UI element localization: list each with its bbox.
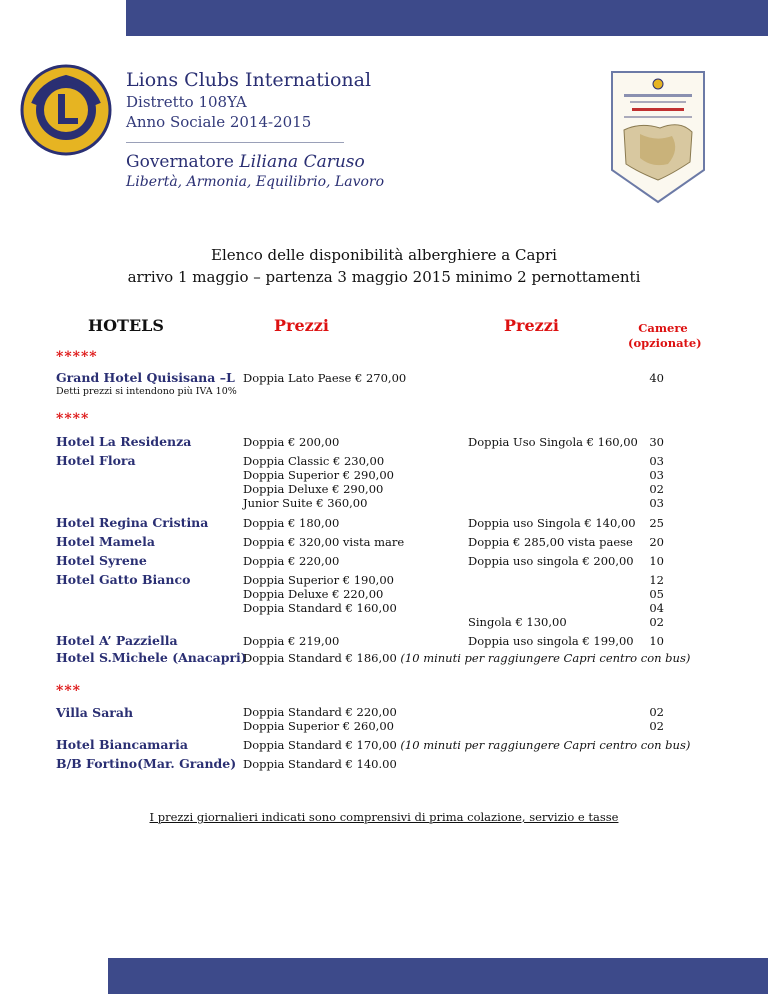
price-line: Doppia Superior € 190,00 [243,573,394,587]
price-line: Doppia € 320,00 vista mare [243,535,405,549]
social-year: Anno Sociale 2014-2015 [126,113,312,131]
price-line-alt: Singola € 130,00 [468,615,567,629]
price-line: Doppia Superior € 290,00 [243,468,394,482]
rooms-count: 03 [649,496,664,510]
column-header-hotels: HOTELS [88,316,164,335]
price-line: Doppia Superior € 260,00 [243,719,394,733]
price-line-alt: Doppia € 285,00 vista paese [468,535,633,549]
title-line-2: arrivo 1 maggio – partenza 3 maggio 2015 minimo 2 pernottamenti [127,268,641,286]
rooms-list [634,454,664,510]
price-line-alt: Doppia Uso Singola € 160,00 [468,435,638,449]
hotel-name: B/B Fortino(Mar. Grande) [56,756,237,771]
top-color-bar [126,0,768,36]
bus-note: (10 minuti per raggiungere Capri centro con bus) [400,738,691,752]
column-header-prices-2: Prezzi [504,316,559,335]
rooms-count: 03 [649,454,664,468]
rooms-count: 02 [649,705,664,719]
governor [126,151,384,173]
hotel-name: Grand Hotel Quisisana –L [56,370,235,385]
rooms-list [634,573,664,629]
price-line-alt: Doppia uso singola € 200,00 [468,554,634,568]
document-title [0,244,768,288]
price-line: Doppia Deluxe € 290,00 [243,482,384,496]
price-line: Junior Suite € 360,00 [243,496,368,510]
hotel-name: Hotel A’ Pazziella [56,633,178,648]
column-header-rooms [628,321,702,351]
rooms-count: 10 [649,634,664,648]
rooms-count: 03 [649,468,664,482]
bus-note: (10 minuti per raggiungere Capri centro con bus) [400,651,691,665]
hotel-name: Hotel Regina Cristina [56,515,209,530]
title-line-1: Elenco delle disponibilità alberghiere a Capri [211,246,557,264]
org-name: Lions Clubs International [126,69,372,91]
rooms-count: 05 [649,587,664,601]
footer-note: I prezzi giornalieri indicati sono comprensivi di prima colazione, servizio e tasse [149,810,619,824]
rooms-header-line-2: (opzionate) [628,336,702,350]
category-five-stars: ***** [56,349,98,365]
district-pennant-icon [610,70,706,204]
price-line-with-note [243,738,690,752]
hotel-name: Hotel Flora [56,453,136,468]
organization-header [126,68,384,191]
rooms-count: 40 [649,371,664,385]
rooms-count: 12 [649,573,664,587]
rooms-count: 04 [649,601,664,615]
hotel-name: Hotel Mamela [56,534,155,549]
price-line: Doppia € 220,00 [243,554,340,568]
price-list [243,454,394,510]
price-line-alt: Doppia uso singola € 199,00 [468,634,634,648]
hotel-name: Hotel S.Michele (Anacapri) [56,650,247,665]
rooms-count: 02 [649,719,664,733]
price-line: Doppia Deluxe € 220,00 [243,587,384,601]
price-line: Doppia € 180,00 [243,516,340,530]
price-list [243,705,397,733]
price-line: Doppia Standard € 170,00 [243,738,397,752]
price-list [243,573,397,615]
price-line: Doppia € 200,00 [243,435,340,449]
price-line: Doppia Standard € 160,00 [243,601,397,615]
hotel-name: Hotel Biancamaria [56,737,188,752]
price-line: Doppia Lato Paese € 270,00 [243,371,407,385]
column-header-prices-1: Prezzi [274,316,329,335]
category-four-stars: **** [56,411,90,427]
hotel-name: Hotel Gatto Bianco [56,572,191,587]
governor-name: Liliana Caruso [239,152,365,172]
governor-prefix: Governatore [126,152,234,172]
price-line: Doppia Standard € 220,00 [243,705,397,719]
price-line: Doppia Classic € 230,00 [243,454,385,468]
rooms-count: 10 [649,554,664,568]
rooms-count: 30 [649,435,664,449]
rooms-count: 02 [649,482,664,496]
vat-note: Detti prezzi si intendono più IVA 10% [56,386,237,397]
hotel-name: Villa Sarah [56,705,134,720]
price-line-with-note [243,651,690,665]
price-line: Doppia € 219,00 [243,634,340,648]
price-line: Doppia Standard € 186,00 [243,651,397,665]
hotel-name: Hotel Syrene [56,553,147,568]
price-line-alt: Doppia uso Singola € 140,00 [468,516,636,530]
rooms-count: 25 [649,516,664,530]
rooms-count: 02 [649,615,664,629]
hotel-name: Hotel La Residenza [56,434,192,449]
rooms-header-line-1: Camere [638,321,688,335]
motto: Libertà, Armonia, Equilibrio, Lavoro [126,174,385,190]
rooms-list [634,705,664,733]
category-three-stars: *** [56,683,81,699]
lions-logo-icon [20,64,112,156]
price-line: Doppia Standard € 140.00 [243,757,397,771]
bottom-color-bar [108,958,768,994]
district: Distretto 108YA [126,93,247,111]
header-divider [126,142,344,143]
rooms-count: 20 [649,535,664,549]
